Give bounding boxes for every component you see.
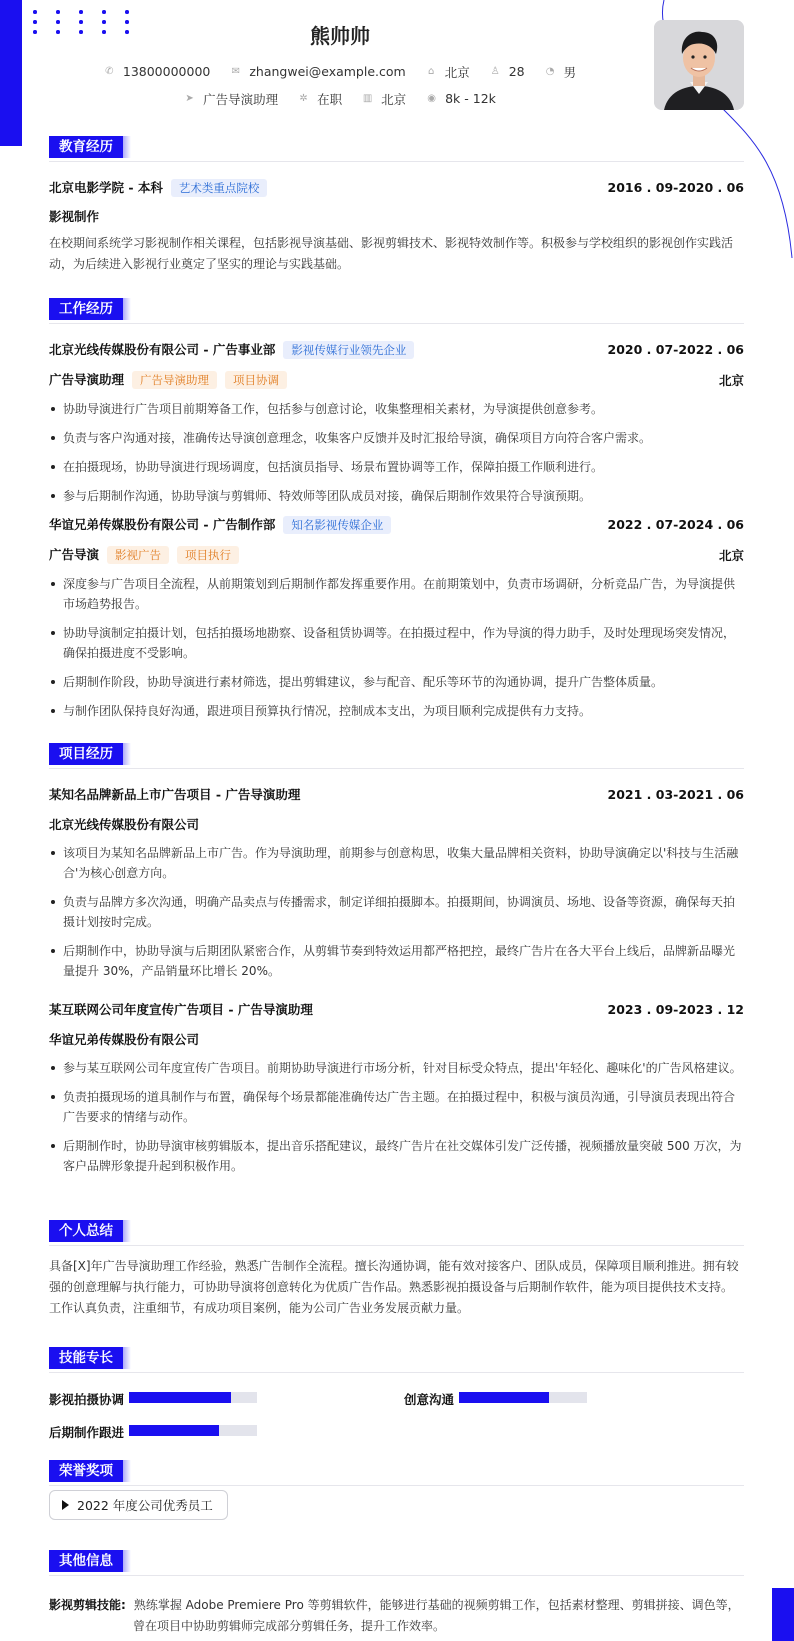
skill-label: 后期制作跟进 [49, 1425, 125, 1440]
summary-section [49, 1220, 744, 1319]
list-item: 协助导演进行广告项目前期筹备工作，包括参与创意讨论，收集整理相关素材，为导演提供创意参考。 [49, 399, 744, 419]
job-title: 广告导演助理 [49, 372, 125, 387]
list-item: 负责与品牌方多次沟通，明确产品卖点与传播需求，制定详细拍摄脚本。拍摄期间，协调演员、场地、设备等资源，确保每天拍摄计划按时完成。 [49, 892, 744, 932]
phone-icon: ✆ [105, 66, 114, 77]
email: zhangwei@example.com [249, 64, 406, 79]
avatar [654, 20, 744, 110]
project-title: 某互联网公司年度宣传广告项目 - 广告导演助理 [49, 1002, 313, 1017]
education-desc: 在校期间系统学习影视制作相关课程，包括影视导演基础、影视剪辑技术、影视特效制作等。积极参与学校组织的影视创作实践活动，为后续进入影视行业奠定了坚实的理论与实践基础。 [49, 236, 734, 271]
play-icon [62, 1500, 69, 1510]
skill-label: 影视拍摄协调 [49, 1392, 125, 1407]
list-item: 后期制作阶段，协助导演进行素材筛选，提出剪辑建议，参与配音、配乐等环节的沟通协调，提升广告整体质量。 [49, 672, 744, 692]
section-title-work: 工作经历 [49, 298, 123, 320]
award-item [49, 1490, 228, 1520]
other-label: 影视剪辑技能: [49, 1598, 126, 1612]
city: 北京 [444, 64, 470, 80]
target-city: 北京 [381, 91, 407, 107]
right-accent-bar [772, 1588, 794, 1641]
work-date: 2022 . 07-2024 . 06 [607, 517, 744, 532]
education-section [49, 136, 744, 162]
work-date: 2020 . 07-2022 . 06 [607, 342, 744, 357]
candidate-name: 熊帅帅 [310, 24, 370, 48]
send-icon: ➤ [185, 93, 194, 104]
status-icon: ✲ [299, 93, 308, 104]
section-title-other: 其他信息 [49, 1550, 123, 1572]
project-title: 某知名品牌新品上市广告项目 - 广告导演助理 [49, 787, 301, 802]
school-tag: 艺术类重点院校 [171, 179, 268, 197]
project-section [49, 743, 744, 769]
awards-section [49, 1460, 744, 1486]
work-city: 北京 [718, 372, 744, 388]
building-icon: ▥ [362, 93, 373, 104]
education-date: 2016 . 09-2020 . 06 [607, 180, 744, 195]
list-item: 与制作团队保持良好沟通，跟进项目预算执行情况，控制成本支出，为项目顺利完成提供有力支持。 [49, 701, 744, 721]
home-icon: ⌂ [428, 66, 435, 77]
list-item: 参与后期制作沟通，协助导演与剪辑师、特效师等团队成员对接，确保后期制作效果符合导演预期。 [49, 486, 744, 506]
other-line: 熟练掌握 Adobe Premiere Pro 等剪辑软件，能够进行基础的视频剪辑工作，包括素材整理、剪辑拼接、调色等， [133, 1598, 740, 1612]
role-tag: 项目执行 [177, 546, 239, 564]
list-item: 负责与客户沟通对接，准确传达导演创意理念，收集客户反馈并及时汇报给导演，确保项目方向符合客户需求。 [49, 428, 744, 448]
list-item: 深度参与广告项目全流程，从前期策划到后期制作都发挥重要作用。在前期策划中，负责市场调研，分析竞品广告，为导演提供市场趋势报告。 [49, 574, 744, 614]
project-entry [49, 1000, 744, 1185]
section-title-awards: 荣誉奖项 [49, 1460, 123, 1482]
section-title-project: 项目经历 [49, 743, 123, 765]
gender: 男 [563, 64, 577, 80]
contact-row [0, 62, 680, 81]
skill-bar-fill [459, 1392, 549, 1403]
role-tag: 项目协调 [225, 371, 287, 389]
skill-bar-fill [129, 1425, 219, 1436]
project-company: 北京光线传媒股份有限公司 [49, 817, 200, 832]
company-tag: 知名影视传媒企业 [283, 516, 391, 534]
work-section [49, 298, 744, 324]
education-entry [49, 178, 744, 275]
skills-section [49, 1347, 744, 1373]
list-item: 后期制作时，协助导演审核剪辑版本，提出音乐搭配建议，最终广告片在社交媒体引发广泛传播，视频播放量突破 500 万次，为客户品牌形象提升起到积极作用。 [49, 1136, 744, 1176]
project-date: 2023 . 09-2023 . 12 [607, 1001, 744, 1017]
award-text: 2022 年度公司优秀员工 [77, 1498, 213, 1513]
role-tag: 广告导演助理 [132, 371, 217, 389]
other-section [49, 1550, 744, 1576]
list-item: 该项目为某知名品牌新品上市广告。作为导演助理，前期参与创意构思，收集大量品牌相关资料，协助导演确定以'科技与生活融合'为核心创意方向。 [49, 843, 744, 883]
list-item: 后期制作中，协助导演与后期团队紧密合作，从剪辑节奏到特效运用都严格把控，最终广告片在各大平台上线后，品牌新品曝光量提升 30%，产品销量环比增长 20%。 [49, 941, 744, 981]
company-name: 华谊兄弟传媒股份有限公司 - 广告制作部 [49, 517, 276, 532]
company-tag: 影视传媒行业领先企业 [283, 341, 414, 359]
section-title-skills: 技能专长 [49, 1347, 123, 1369]
target-position: 广告导演助理 [203, 91, 279, 107]
project-company: 华谊兄弟传媒股份有限公司 [49, 1032, 200, 1047]
work-city: 北京 [718, 547, 744, 563]
job-title: 广告导演 [49, 547, 100, 562]
company-name: 北京光线传媒股份有限公司 - 广告事业部 [49, 342, 276, 357]
other-info [49, 1595, 744, 1637]
list-item: 负责拍摄现场的道具制作与布置，确保每个场景都能准确传达广告主题。在拍摄过程中，积极与演员沟通，引导演员表现出符合广告要求的情绪与动作。 [49, 1087, 744, 1127]
skill-bar [129, 1425, 257, 1436]
skill-bar [459, 1392, 587, 1403]
project-entry [49, 785, 744, 990]
skill-bar [129, 1392, 257, 1403]
summary-text: 具备[X]年广告导演助理工作经验，熟悉广告制作全流程。擅长沟通协调，能有效对接客户、团队成员，保障项目顺利推进。拥有较强的创意理解与执行能力，可协助导演将创意转化为优质广告作品。熟悉影视拍摄设备与后期制作软件，能为项目提供技术支持。工作认真负责，注重细节，有成功项目案例，能为公司广告业务发展贡献力量。 [49, 1259, 739, 1315]
role-tag: 影视广告 [107, 546, 169, 564]
other-line: 曾在项目中协助剪辑师完成部分剪辑任务，提升工作效率。 [133, 1619, 446, 1633]
salary-icon: ◉ [427, 93, 436, 104]
salary: 8k - 12k [445, 91, 496, 106]
section-title-education: 教育经历 [49, 136, 123, 158]
list-item: 参与某互联网公司年度宣传广告项目。前期协助导演进行市场分析，针对目标受众特点，提出'年轻化、趣味化'的广告风格建议。 [49, 1058, 744, 1078]
age-icon: ♙ [490, 66, 500, 77]
phone: 13800000000 [122, 64, 211, 79]
gender-icon: ◔ [545, 66, 555, 77]
skill-label: 创意沟通 [404, 1392, 455, 1407]
mail-icon: ✉ [231, 66, 241, 77]
job-status: 在职 [317, 91, 343, 107]
major: 影视制作 [49, 209, 100, 224]
skill-bar-fill [129, 1392, 231, 1403]
work-entry [49, 340, 744, 515]
job-intent-row [0, 89, 680, 108]
list-item: 在拍摄现场，协助导演进行现场调度，包括演员指导、场景布置协调等工作，保障拍摄工作顺利进行。 [49, 457, 744, 477]
project-date: 2021 . 03-2021 . 06 [607, 786, 744, 802]
school-name: 北京电影学院 - 本科 [49, 180, 163, 195]
age: 28 [508, 64, 525, 79]
section-title-summary: 个人总结 [49, 1220, 123, 1242]
work-entry [49, 515, 744, 730]
list-item: 协助导演制定拍摄计划，包括拍摄场地勘察、设备租赁协调等。在拍摄过程中，作为导演的得力助手，及时处理现场突发情况，确保拍摄进度不受影响。 [49, 623, 744, 663]
